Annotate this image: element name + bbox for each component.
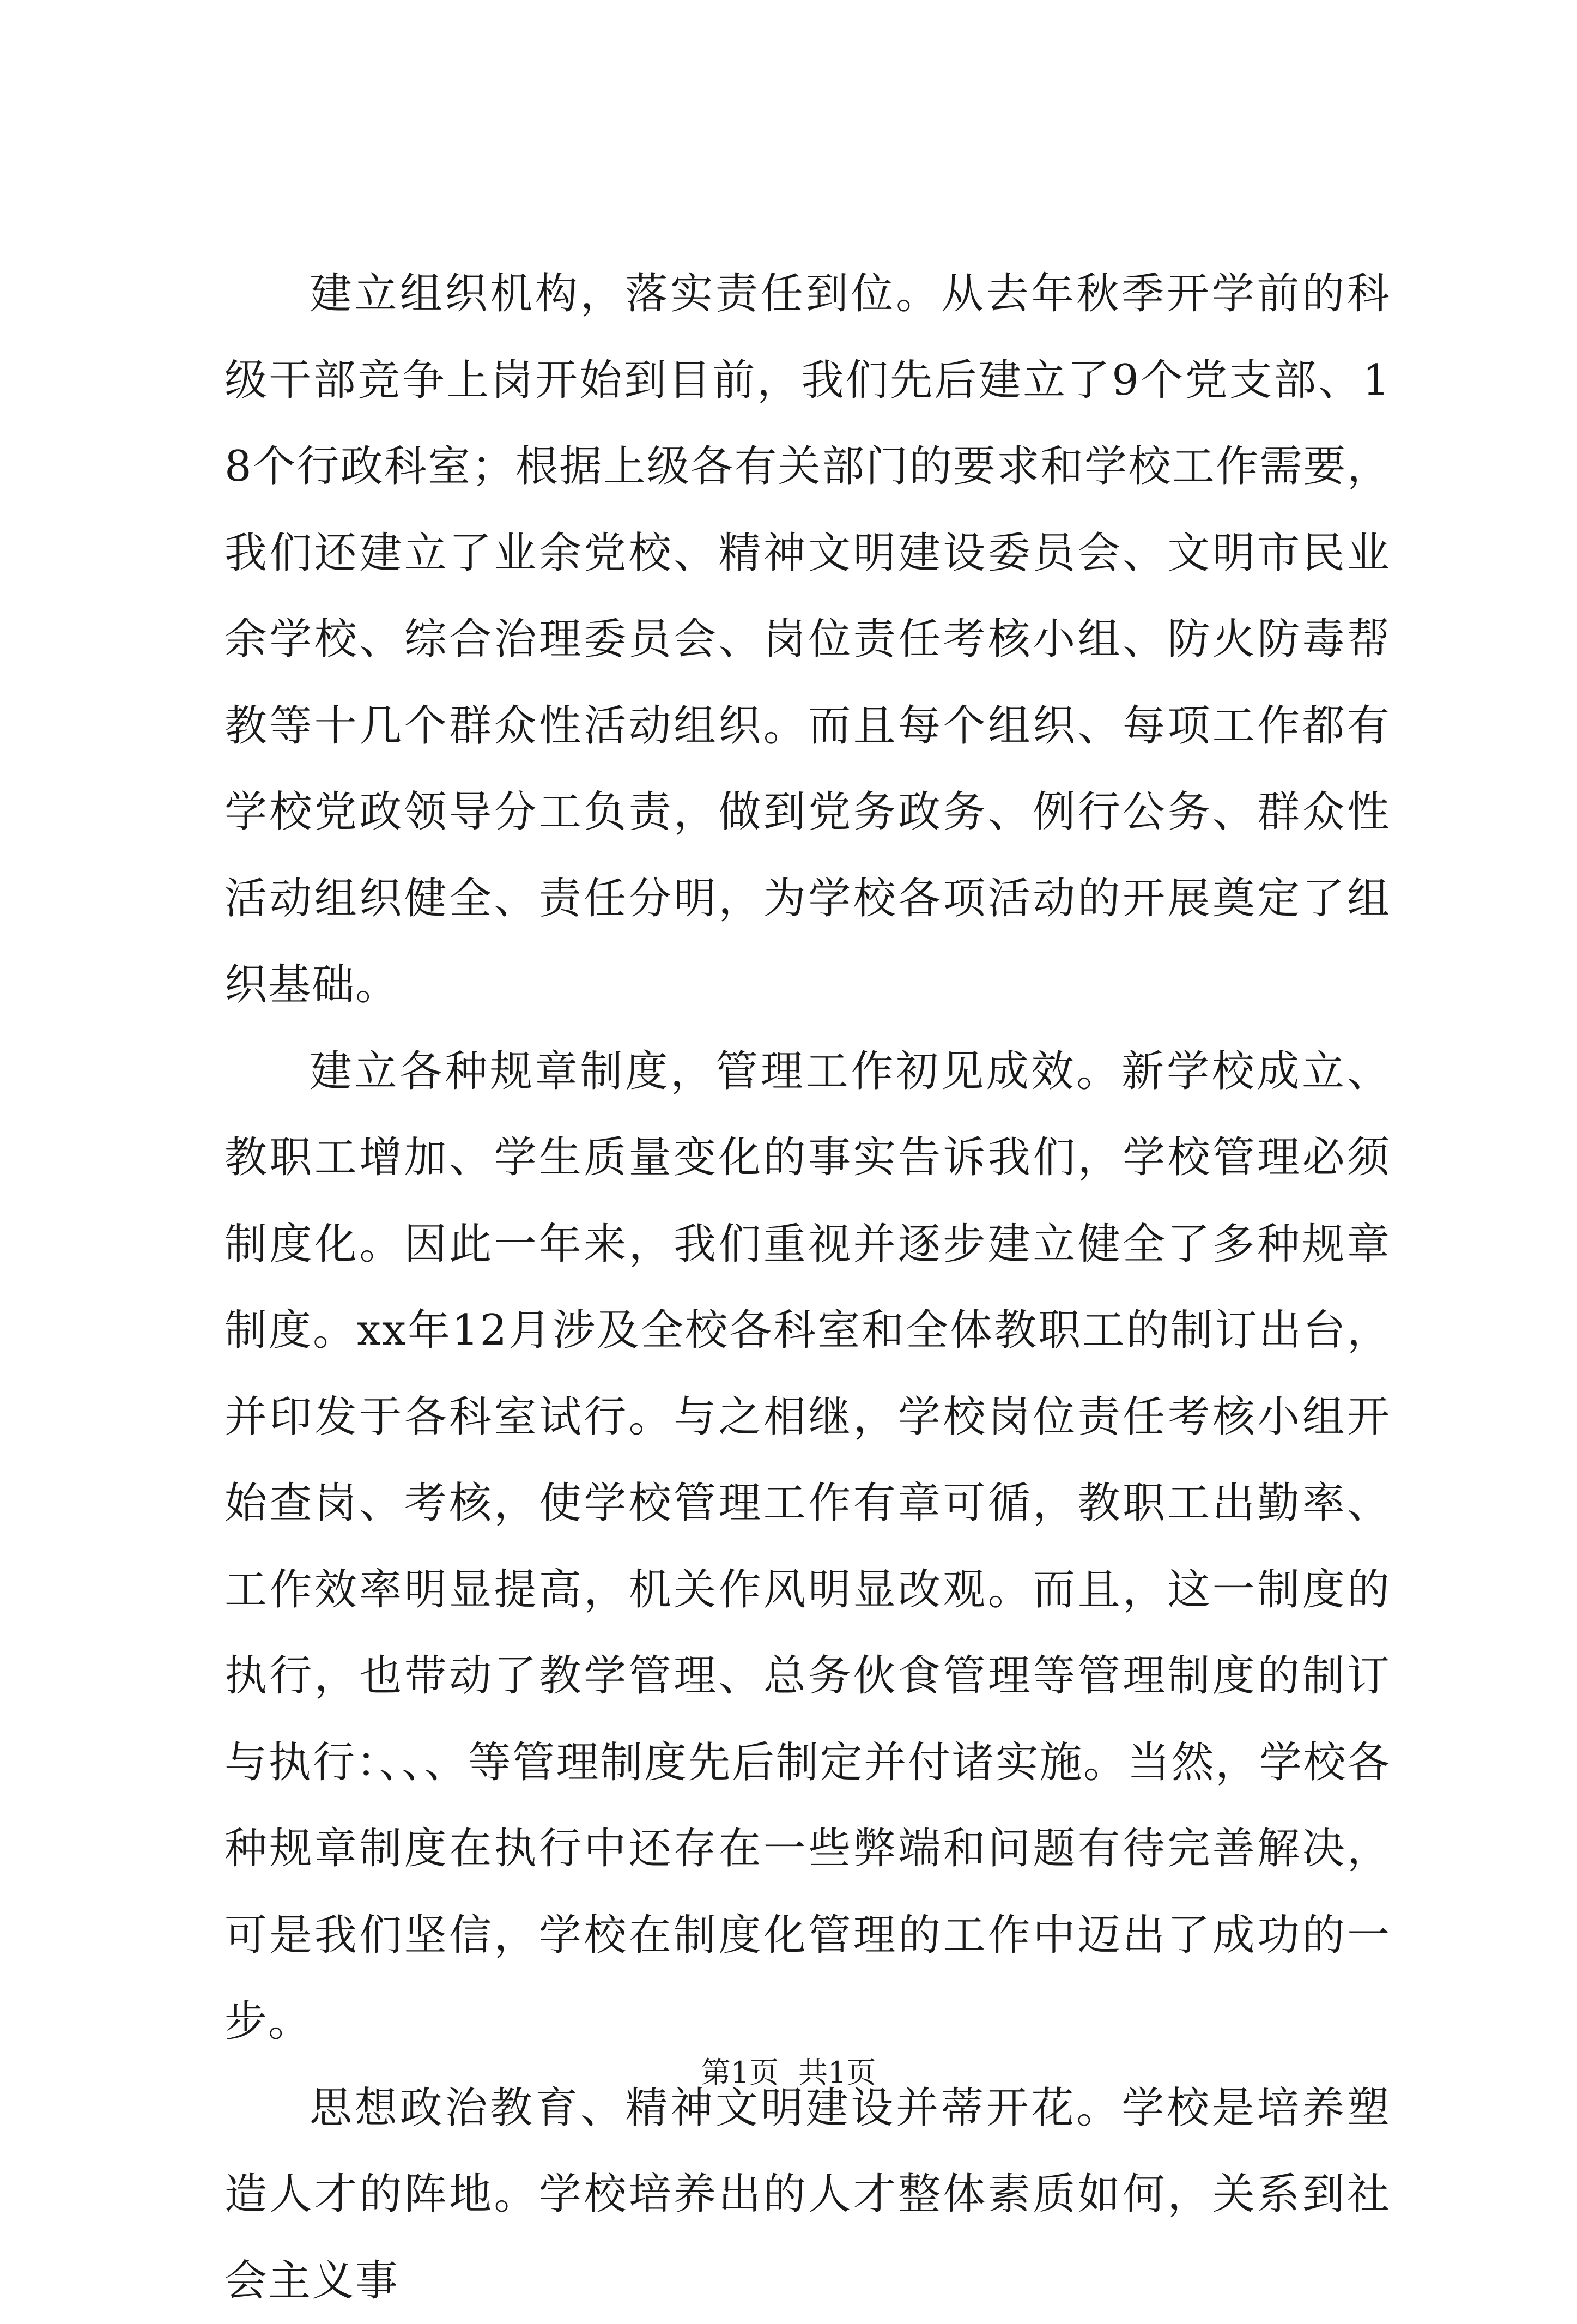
paragraph-regulations: 建立各种规章制度，管理工作初见成效。新学校成立、教职工增加、学生质量变化的事实告诉我们，学校管理必须制度化。因此一年来，我们重视并逐步建立健全了多种规章制度。xx年12月涉及全校各科室和全体教职工的制订出台，并印发于各科室试行。与之相继，学校岗位责任考核小组开始查岗、考核，使学校管理工作有章可循，教职工出勤率、工作效率明显提高，机关作风明显改观。而且，这一制度的执行，也带动了教学管理、总务伙食管理等管理制度的制订与执行：、、、等管理制度先后制定并付诸实施。当然，学校各种规章制度在执行中还存在一些弊端和问题有待完善解决，可是我们坚信，学校在制度化管理的工作中迈出了成功的一步。 bbox=[225, 1028, 1391, 2065]
page-total: 共1页 bbox=[798, 2049, 876, 2091]
paragraph-organization: 建立组织机构，落实责任到位。从去年秋季开学前的科级干部竞争上岗开始到目前，我们先后建立了9个党支部、18个行政科室；根据上级各有关部门的要求和学校工作需要，我们还建立了业余党校、精神文明建设委员会、文明市民业余学校、综合治理委员会、岗位责任考核小组、防火防毒帮教等十几个群众性活动组织。而且每个组织、每项工作都有学校党政领导分工负责，做到党务政务、例行公务、群众性活动组织健全、责任分明，为学校各项活动的开展奠定了组织基础。 bbox=[225, 251, 1391, 1028]
page-number: 第1页 bbox=[701, 2049, 779, 2091]
page-footer bbox=[0, 2049, 1577, 2091]
paragraph-ideology: 思想政治教育、精神文明建设并蒂开花。学校是培养塑造人才的阵地。学校培养出的人才整体素质如何，关系到社会主义事 bbox=[225, 2065, 1391, 2324]
document-body bbox=[225, 251, 1391, 2324]
